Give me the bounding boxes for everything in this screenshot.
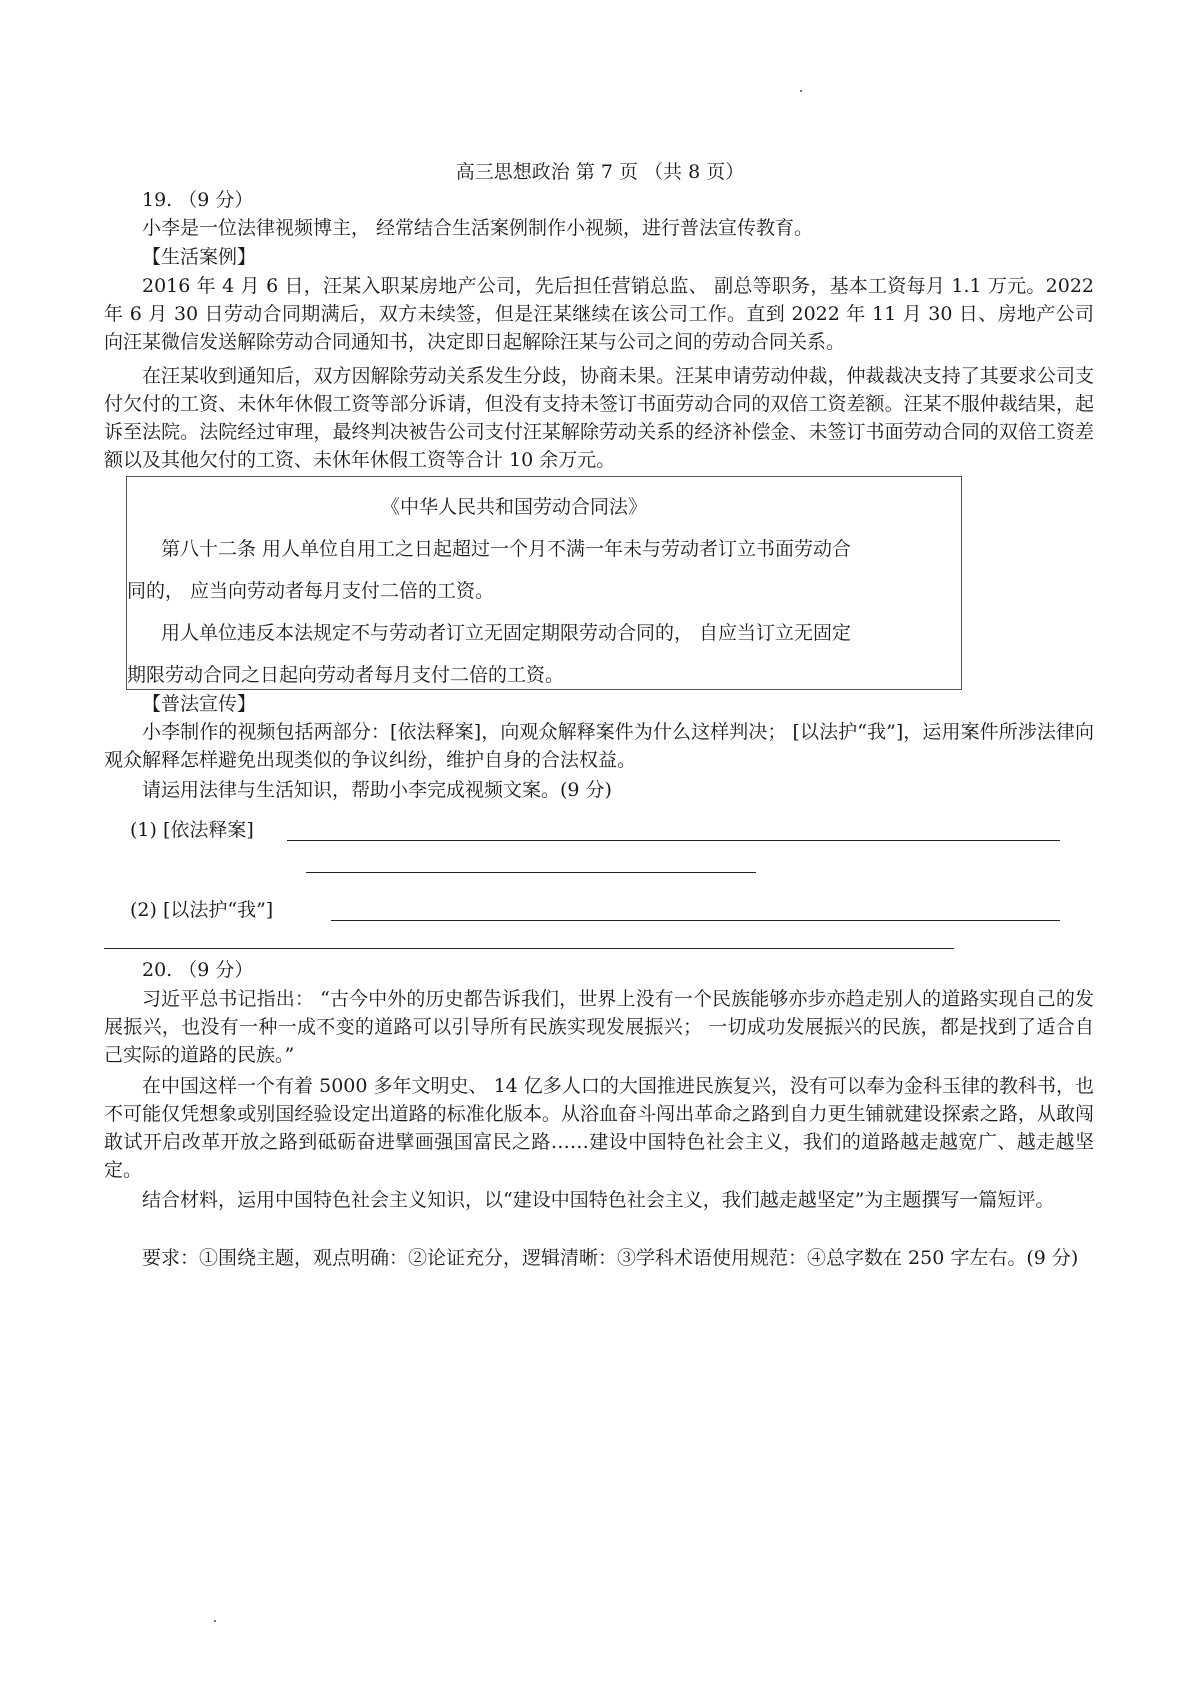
answer-line-1a[interactable] [287, 840, 1060, 841]
speck-bottom [214, 1620, 216, 1622]
sub-question-1-label: (1) [依法释案] [130, 819, 254, 841]
promo-text: 小李制作的视频包括两部分：[依法释案]，向观众解释案件为什么这样判决； [以法护“我”]，运用案件所涉法律向观众解释怎样避免出现类似的争议纠纷，维护自身的合法权益。 [104, 721, 1094, 771]
sub-question-2-label: (2) [以法护“我”] [130, 899, 274, 921]
law-line-4: 期限劳动合同之日起向劳动者每月支付二倍的工资。 [127, 664, 565, 686]
q20-paragraph-3: 结合材料，运用中国特色社会主义知识，以“建设中国特色社会主义，我们越走越坚定”为主题撰写一篇短评。 [142, 1189, 1055, 1211]
law-line-3: 用人单位违反本法规定不与劳动者订立无固定期限劳动合同的， 自应当订立无固定 [161, 622, 852, 644]
speck-top [800, 90, 802, 92]
case-heading: 【生活案例】 [142, 246, 257, 268]
q19-intro: 小李是一位法律视频博主， 经常结合生活案例制作小视频，进行普法宣传教育。 [142, 217, 814, 239]
case-paragraph-1: 2016 年 4 月 6 日，汪某入职某房地产公司，先后担任营销总监、 副总等职务，基本工资每月 1.1 万元。2022 年 6 月 30 日劳动合同期满后，双方未续签，但是汪某继续在该公司工作。直到 2022 年 11 月 30 日、房地产公司向汪某微信发送解除劳动合同通知书，决定即日起解除汪某与公司之间的劳动合同关系。 [104, 275, 1094, 353]
law-line-1: 第八十二条 用人单位自用工之日起超过一个月不满一年未与劳动者订立书面劳动合 [161, 538, 852, 560]
answer-line-2a[interactable] [331, 920, 1060, 921]
law-title: 《中华人民共和国劳动合同法》 [381, 496, 648, 518]
law-line-2: 同的， 应当向劳动者每月支付二倍的工资。 [127, 580, 495, 602]
q20-paragraph-1: 习近平总书记指出： “古今中外的历史都告诉我们，世界上没有一个民族能够亦步亦趋走别人的道路实现自己的发展振兴，也没有一种一成不变的道路可以引导所有民族实现发展振兴； 一切成功发展振兴的民族，都是找到了适合自己实际的道路的民族。” [104, 988, 1094, 1066]
q20-paragraph-4: 要求：①围绕主题，观点明确：②论证充分，逻辑清晰：③学科术语使用规范：④总字数在 250 字左右。(9 分) [142, 1247, 1079, 1269]
task-instruction: 请运用法律与生活知识，帮助小李完成视频文案。(9 分) [142, 779, 612, 801]
promo-heading: 【普法宣传】 [142, 693, 257, 715]
law-excerpt-box [126, 476, 962, 690]
page-title: 高三思想政治 第 7 页 （共 8 页） [455, 161, 745, 183]
answer-line-1b[interactable] [306, 872, 756, 873]
q19-number: 19. （9 分） [142, 189, 254, 211]
q20-paragraph-2: 在中国这样一个有着 5000 多年文明史、 14 亿多人口的大国推进民族复兴，没有可以奉为金科玉律的教科书，也不可能仅凭想象或别国经验设定出道路的标准化版本。从浴血奋斗闯出革命之路到自力更生铺就建设探索之路，从敢闯敢试开启改革开放之路到砥砺奋进擘画强国富民之路……建设中国特色社会主义，我们的道路越走越宽广、越走越坚定。 [104, 1075, 1094, 1181]
answer-line-2b[interactable] [104, 948, 954, 949]
q20-number: 20. （9 分） [142, 959, 254, 981]
case-paragraph-2: 在汪某收到通知后，双方因解除劳动关系发生分歧，协商未果。汪某申请劳动仲裁，仲裁裁决支持了其要求公司支付欠付的工资、未休年休假工资等部分诉请，但没有支持未签订书面劳动合同的双倍工资差额。汪某不服仲裁结果，起诉至法院。法院经过审理，最终判决被告公司支付汪某解除劳动关系的经济补偿金、未签订书面劳动合同的双倍工资差额以及其他欠付的工资、未休年休假工资等合计 10 余万元。 [104, 365, 1094, 471]
